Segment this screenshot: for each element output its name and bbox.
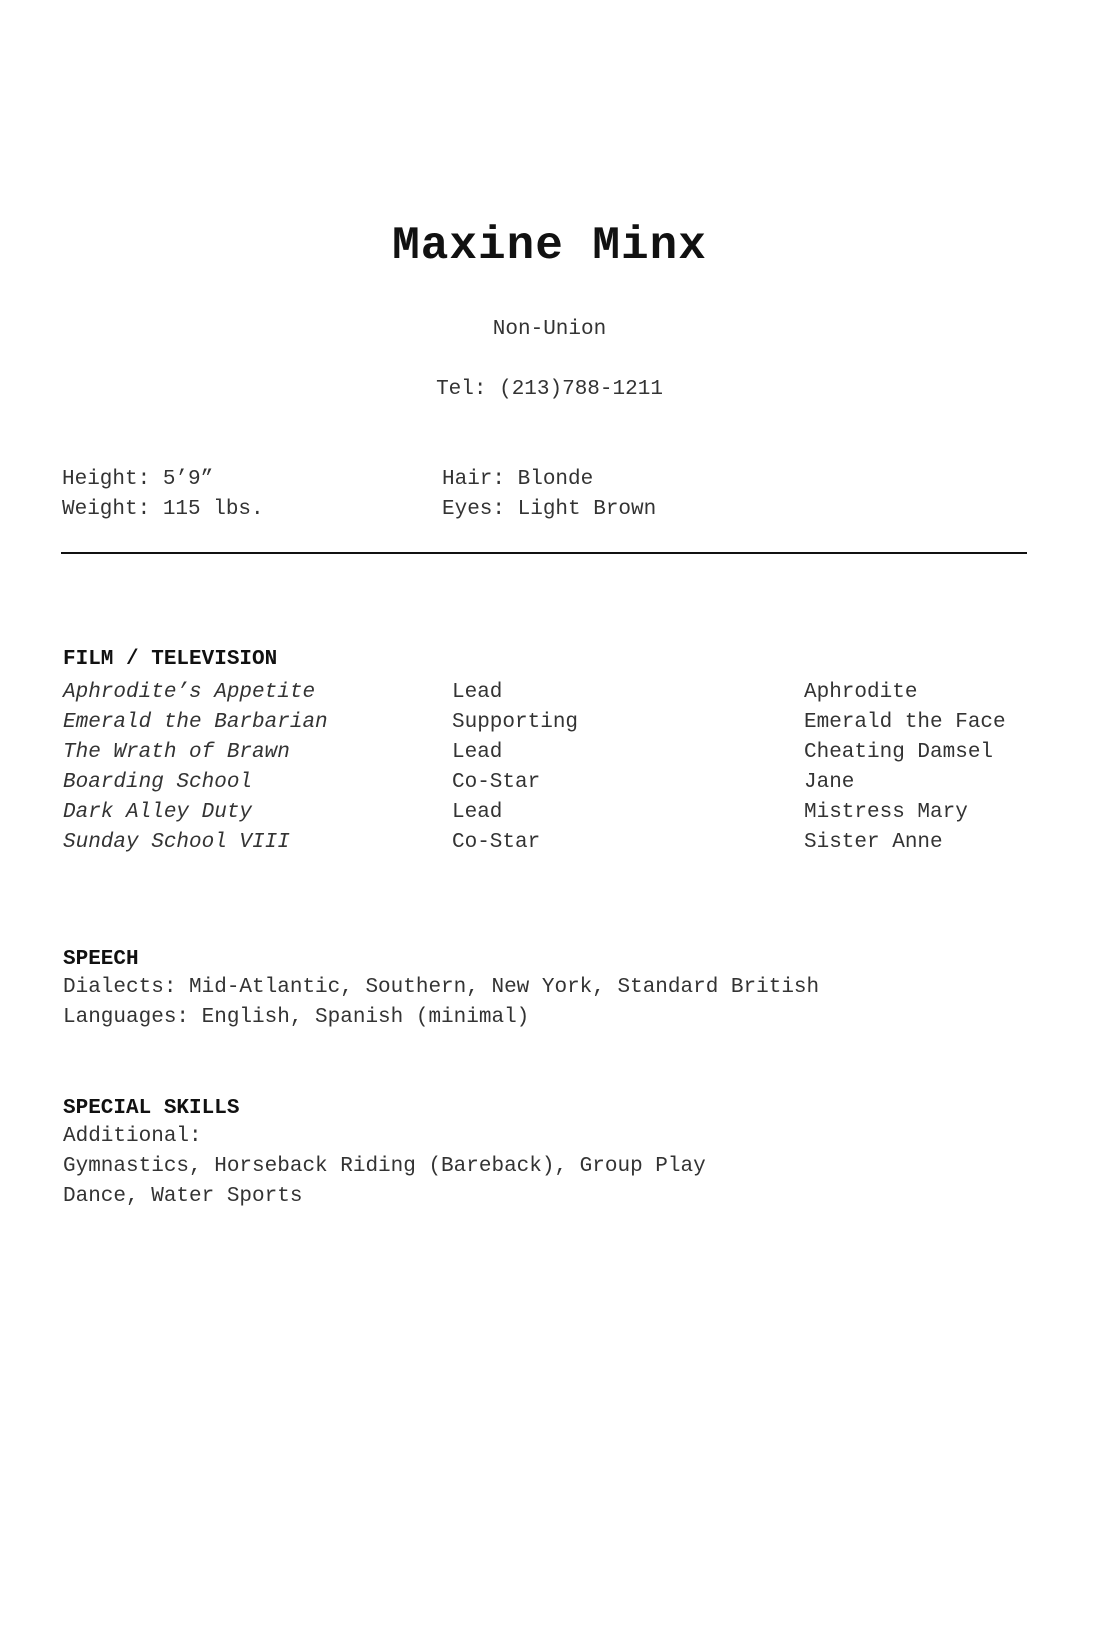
skills-line: Gymnastics, Horseback Riding (Bareback), Group Play: [63, 1155, 706, 1178]
credit-character: Aphrodite: [804, 681, 918, 704]
languages-line: Languages: English, Spanish (minimal): [63, 1006, 530, 1029]
credit-role: Co-Star: [452, 831, 541, 854]
credit-role: Supporting: [452, 711, 579, 734]
credit-title: Emerald the Barbarian: [63, 711, 328, 734]
credit-title: Sunday School VIII: [63, 831, 290, 854]
speech-heading: SPEECH: [63, 948, 139, 971]
telephone: Tel: (213)788-1211: [436, 378, 663, 401]
hair-stat: Hair: Blonde: [442, 468, 594, 491]
credit-character: Sister Anne: [804, 831, 943, 854]
skills-line: Dance, Water Sports: [63, 1185, 303, 1208]
credit-role: Co-Star: [452, 771, 541, 794]
credit-character: Mistress Mary: [804, 801, 968, 824]
skills-heading: SPECIAL SKILLS: [63, 1097, 240, 1120]
dialects-line: Dialects: Mid-Atlantic, Southern, New York, Standard British: [63, 976, 820, 999]
credit-title: Aphrodite’s Appetite: [63, 681, 316, 704]
union-status: Non-Union: [492, 318, 607, 341]
eyes-stat: Eyes: Light Brown: [442, 498, 657, 521]
credit-role: Lead: [452, 741, 503, 764]
credit-character: Jane: [804, 771, 855, 794]
credit-role: Lead: [452, 681, 503, 704]
credit-title: The Wrath of Brawn: [63, 741, 290, 764]
credit-role: Lead: [452, 801, 503, 824]
weight-stat: Weight: 115 lbs.: [62, 498, 264, 521]
credit-character: Emerald the Face: [804, 711, 1006, 734]
height-stat: Height: 5’9”: [62, 468, 214, 491]
divider-line: [61, 552, 1027, 554]
film-heading: FILM / TELEVISION: [63, 648, 278, 671]
skills-additional: Additional:: [63, 1125, 202, 1148]
resume-name: Maxine Minx: [392, 220, 707, 272]
credit-title: Boarding School: [63, 771, 253, 794]
credit-title: Dark Alley Duty: [63, 801, 253, 824]
credit-character: Cheating Damsel: [804, 741, 994, 764]
